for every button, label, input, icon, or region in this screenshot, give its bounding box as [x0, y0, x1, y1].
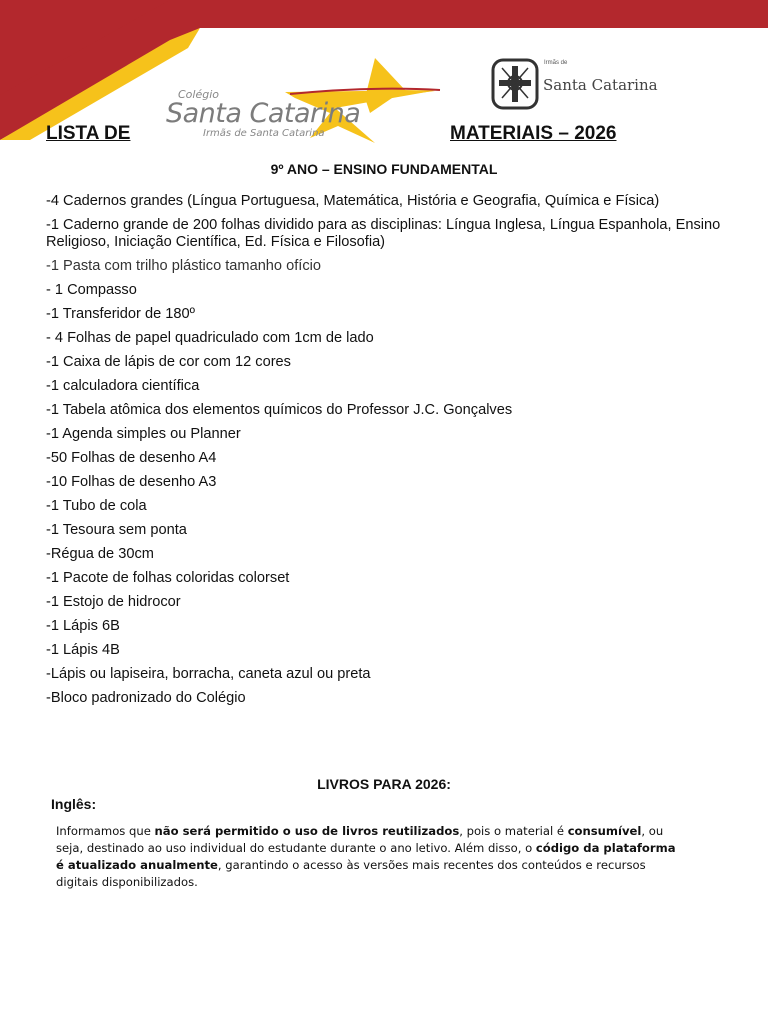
list-item: -10 Folhas de desenho A3	[46, 474, 217, 490]
logo-name-text: Santa Catarina	[543, 76, 658, 94]
list-item: -1 Agenda simples ou Planner	[46, 426, 241, 442]
notice-text: , pois o material é	[459, 824, 568, 838]
list-item: - 4 Folhas de papel quadriculado com 1cm de lado	[46, 330, 374, 346]
list-item: -1 Tesoura sem ponta	[46, 522, 187, 538]
grade-subtitle: 9º ANO – ENSINO FUNDAMENTAL	[270, 161, 498, 177]
list-item: -Bloco padronizado do Colégio	[46, 690, 246, 706]
list-item: -1 calculadora científica	[46, 378, 200, 394]
logo-brand-text: Santa Catarina	[166, 98, 361, 129]
list-item: -Lápis ou lapiseira, borracha, caneta azul ou preta	[46, 666, 371, 682]
notice-bold-text: consumível	[567, 824, 642, 838]
list-item: -1 Caixa de lápis de cor com 12 cores	[46, 354, 291, 370]
list-item: -1 Tabela atômica dos elementos químicos do Professor J.C. Gonçalves	[46, 402, 513, 418]
list-item: -1 Tubo de cola	[46, 498, 147, 514]
congregation-logo	[490, 58, 658, 115]
materials-list	[46, 193, 746, 707]
list-item: - 1 Compasso	[46, 282, 137, 298]
notice-bold-text: código da plataforma é atualizado anualmente	[56, 841, 676, 872]
list-item: -1 Transferidor de 180º	[46, 306, 195, 322]
title-right: MATERIAIS – 2026	[450, 123, 617, 144]
list-item: -1 Caderno grande de 200 folhas dividido para as disciplinas: Língua Inglesa, Língua Espanhola, Ensino Religioso, Iniciação Científica, Ed. Física e Filosofia)	[46, 217, 721, 250]
books-title: LIVROS PARA 2026:	[317, 776, 451, 792]
list-item: -1 Pacote de folhas coloridas colorset	[46, 570, 290, 586]
list-item: -1 Lápis 6B	[46, 618, 120, 634]
notice-text: Informamos que	[56, 824, 155, 838]
english-label: Inglês:	[51, 796, 97, 812]
logo-subtitle-text: Irmãs de Santa Catarina	[203, 128, 325, 139]
list-item: -Régua de 30cm	[46, 546, 154, 562]
list-item: -1 Estojo de hidrocor	[46, 594, 181, 610]
logo-colegio-text: Colégio	[178, 88, 220, 101]
list-item: -1 Pasta com trilho plástico tamanho ofício	[46, 258, 321, 274]
list-item: -1 Lápis 4B	[46, 642, 120, 658]
notice-bold-text: não será permitido o uso de livros reutilizados	[154, 824, 460, 838]
title-left: LISTA DE	[46, 123, 131, 144]
cross-emblem-icon	[490, 58, 540, 110]
school-logo	[160, 58, 450, 148]
books-notice	[56, 823, 676, 891]
notice-text: , garantindo o acesso às versões mais recentes dos conteúdos e recursos digitais disponibilizados.	[56, 858, 646, 889]
list-item: -4 Cadernos grandes (Língua Portuguesa, Matemática, História e Geografia, Química e Física)	[46, 193, 660, 209]
logo-irmas-text: Irmãs de	[544, 60, 568, 66]
notice-text: , ou seja, destinado ao uso individual do estudante durante o ano letivo. Além disso, o	[56, 824, 664, 855]
list-item: -50 Folhas de desenho A4	[46, 450, 217, 466]
